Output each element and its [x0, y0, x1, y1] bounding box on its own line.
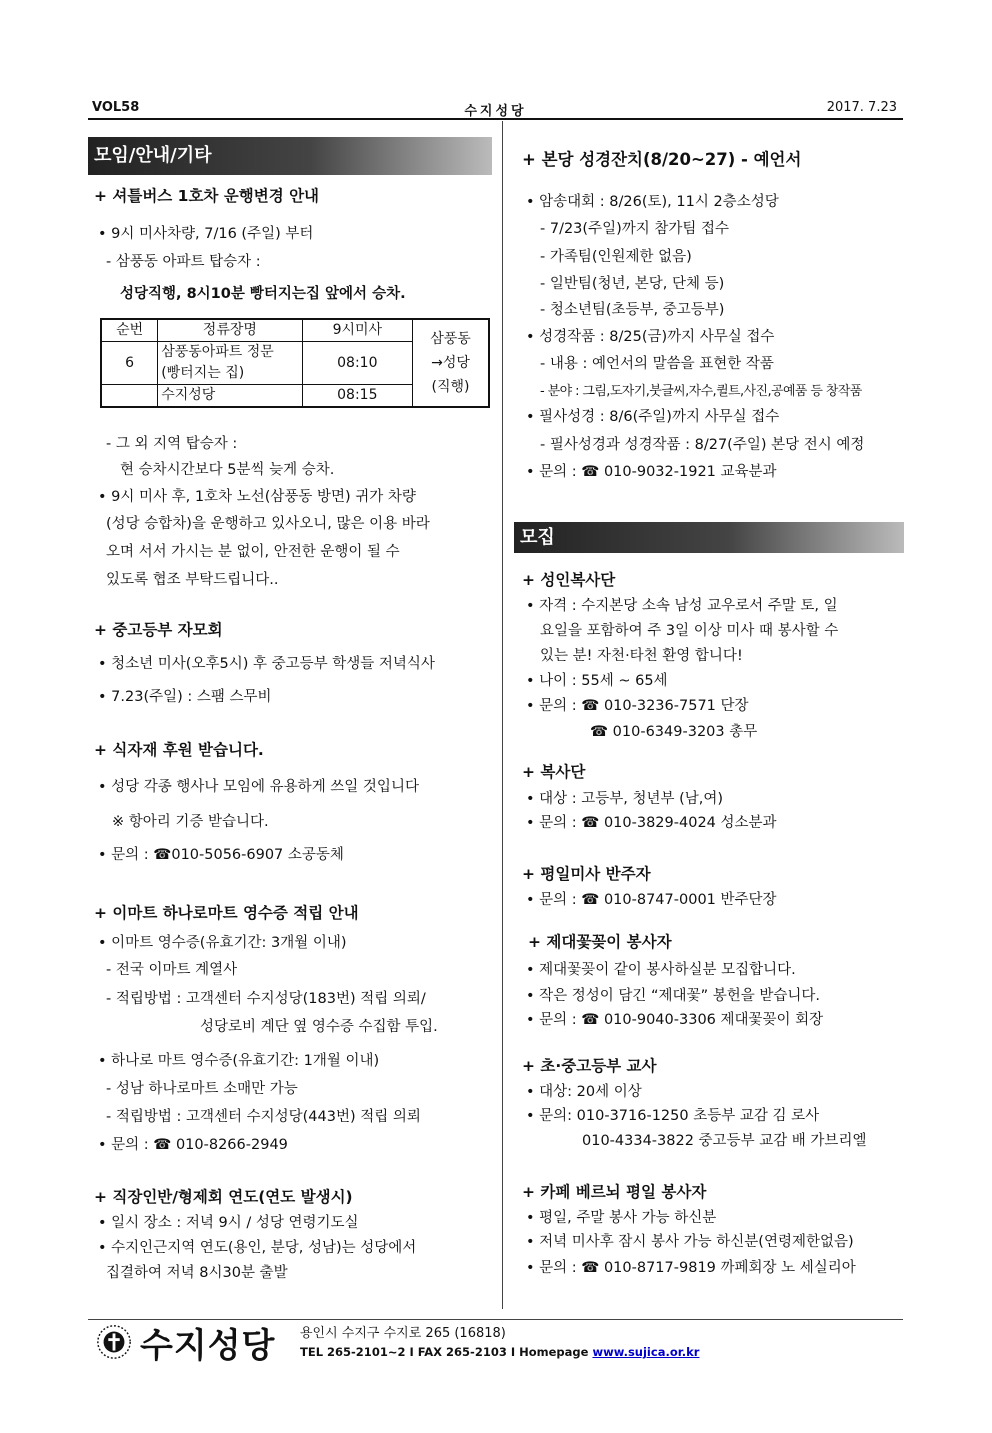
- bible-line: - 필사성경과 성경작품 : 8/27(주일) 본당 전시 예정: [540, 437, 865, 453]
- flower-line: • 제대꽃꽂이 같이 봉사하실분 모집합니다.: [526, 962, 796, 978]
- bible-line: - 내용 : 예언서의 말씀을 표현한 작품: [540, 356, 774, 372]
- bible-line: - 일반팀(청년, 본당, 단체 등): [540, 276, 725, 292]
- adult-line: • 문의 : ☎ 010-3236-7571 단장: [526, 698, 749, 714]
- shuttle-line: (성당 승합차)을 운행하고 있사오니, 많은 이용 바라: [106, 516, 430, 532]
- flower-line: • 문의 : ☎ 010-9040-3306 제대꽃꽂이 회장: [526, 1012, 824, 1028]
- route-direction-cell: [413, 319, 489, 407]
- receipt-line: • 이마트 영수증(유효기간: 3개월 이내): [98, 935, 347, 951]
- bible-line: - 청소년팀(초등부, 중고등부): [540, 302, 725, 318]
- church-contact: [300, 1345, 699, 1359]
- receipt-line: - 적립방법 : 고객센터 수지성당(443번) 적립 의뢰: [106, 1109, 421, 1125]
- adult-line: ☎ 010-6349-3203 총무: [590, 724, 758, 740]
- receipt-title: + 이마트 하나로마트 영수증 적립 안내: [94, 904, 359, 922]
- section-bar-notices: 모임/안내/기타: [88, 137, 492, 175]
- receipt-line: • 문의 : ☎ 010-8266-2949: [98, 1137, 288, 1153]
- adult-line: 있는 분! 자천·타천 환영 합니다!: [540, 648, 743, 664]
- table-cell: 삼풍동아파트 정문: [158, 342, 302, 364]
- page-header: [88, 98, 903, 120]
- teacher-line: • 대상: 20세 이상: [526, 1084, 642, 1100]
- memorial-line: • 수지인근지역 연도(용인, 분당, 성남)는 성당에서: [98, 1240, 417, 1256]
- shuttle-line: • 9시 미사 후, 1호차 노선(삼풍동 방면) 귀가 차량: [98, 489, 416, 505]
- cafe-line: • 저녁 미사후 잠시 봉사 가능 하신분(연령제한없음): [526, 1234, 854, 1250]
- memorial-line: 집결하여 저녁 8시30분 출발: [106, 1265, 288, 1281]
- adult-altar-title: + 성인복사단: [522, 571, 616, 589]
- flower-title: + 제대꽃꽂이 봉사자: [528, 933, 672, 951]
- food-line: • 성당 각종 행사나 모임에 유용하게 쓰일 것입니다: [98, 779, 419, 795]
- newsletter-title: 수지성당: [464, 104, 527, 119]
- teacher-line: 010-4334-3822 중고등부 교감 배 가브리엘: [582, 1133, 867, 1149]
- bible-line: • 암송대회 : 8/26(토), 11시 2층소성당: [526, 194, 779, 210]
- route-direction: 삼풍동: [430, 331, 471, 347]
- column-divider: [502, 121, 503, 1309]
- shuttle-line: 현 승차시간보다 5분씩 늦게 승차.: [120, 462, 335, 478]
- bible-line: - 분야 : 그림,도자기,붓글씨,자수,퀼트,사진,공예품 등 창작품: [540, 384, 862, 399]
- table-header: 정류장명: [158, 319, 302, 342]
- organist-title: + 평일미사 반주자: [522, 865, 651, 883]
- adult-line: • 자격 : 수지본당 소속 남성 교우로서 주말 토, 일: [526, 598, 838, 614]
- route-direction: (직행): [431, 379, 470, 395]
- receipt-line: - 성남 하나로마트 소매만 가능: [106, 1081, 298, 1097]
- adult-line: 요일을 포함하여 주 3일 이상 미사 때 봉사할 수: [540, 623, 839, 639]
- teacher-title: + 초·중고등부 교사: [522, 1057, 657, 1075]
- youth-parents-title: + 중고등부 자모회: [94, 621, 223, 639]
- section-bar-recruit: 모집: [514, 522, 904, 553]
- table-cell: [101, 385, 158, 408]
- altar-line: • 대상 : 고등부, 청년부 (남,여): [526, 791, 724, 807]
- table-cell: 08:15: [302, 385, 413, 408]
- table-header: 9시미사: [302, 319, 413, 342]
- volume-label: VOL58: [92, 100, 140, 115]
- homepage-link[interactable]: www.sujica.or.kr: [592, 1345, 700, 1359]
- bible-line: • 성경작품 : 8/25(금)까지 사무실 접수: [526, 329, 775, 345]
- cafe-line: • 평일, 주말 봉사 가능 하신분: [526, 1210, 717, 1226]
- issue-date: 2017. 7.23: [826, 100, 897, 115]
- altar-servers-title: + 복사단: [522, 763, 586, 781]
- church-address: 용인시 수지구 수지로 265 (16818): [300, 1326, 506, 1341]
- table-cell: 수지성당: [158, 385, 302, 408]
- shuttle-line: 성당직행, 8시10분 빵터지는집 앞에서 승차.: [120, 286, 406, 302]
- contact-info: TEL 265-2101~2 I FAX 265-2103 I Homepage: [300, 1345, 593, 1359]
- shuttle-line: - 그 외 지역 탑승자 :: [106, 436, 238, 452]
- table-cell: 08:10: [302, 342, 413, 385]
- youth-line: • 청소년 미사(오후5시) 후 중고등부 학생들 저녁식사: [98, 656, 435, 672]
- receipt-line: 성당로비 계단 옆 영수증 수집함 투입.: [200, 1019, 438, 1035]
- church-logo-text: 수지성당: [140, 1326, 276, 1366]
- shuttle-line: - 삼풍동 아파트 탑승자 :: [106, 254, 261, 270]
- receipt-line: - 전국 이마트 계열사: [106, 962, 238, 978]
- shuttle-line: • 9시 미사차량, 7/16 (주일) 부터: [98, 226, 314, 242]
- route-direction: →성당: [431, 355, 470, 371]
- youth-line: • 7.23(주일) : 스팸 스무비: [98, 689, 272, 705]
- food-donation-title: + 식자재 후원 받습니다.: [94, 741, 264, 759]
- food-line: • 문의 : ☎010-5056-6907 소공동체: [98, 847, 344, 863]
- bible-festival-title: + 본당 성경잔치(8/20~27) - 예언서: [522, 150, 802, 169]
- table-cell: 6: [101, 342, 158, 385]
- table-cell: (빵터지는 집): [158, 363, 302, 385]
- receipt-line: - 적립방법 : 고객센터 수지성당(183번) 적립 의뢰/: [106, 991, 426, 1007]
- food-line: ※ 항아리 기증 받습니다.: [112, 814, 269, 830]
- receipt-line: • 하나로 마트 영수증(유효기간: 1개월 이내): [98, 1053, 380, 1069]
- shuttle-line: 오며 서서 가시는 분 없이, 안전한 운행이 될 수: [106, 544, 400, 560]
- cafe-title: + 카페 베르뇌 평일 봉사자: [522, 1183, 707, 1201]
- adult-line: • 나이 : 55세 ~ 65세: [526, 673, 668, 689]
- bible-line: - 7/23(주일)까지 참가팀 접수: [540, 221, 729, 237]
- cafe-line: • 문의 : ☎ 010-8717-9819 까페회장 노 세실리아: [526, 1260, 856, 1276]
- memorial-title: + 직장인반/형제회 연도(연도 발생시): [94, 1188, 353, 1206]
- flower-line: • 작은 정성이 담긴 “제대꽃” 봉헌을 받습니다.: [526, 988, 820, 1004]
- church-logo-icon: [95, 1323, 133, 1361]
- shuttle-title: + 셔틀버스 1호차 운행변경 안내: [94, 187, 320, 205]
- bible-line: - 가족팀(인원제한 없음): [540, 249, 692, 265]
- altar-line: • 문의 : ☎ 010-3829-4024 성소분과: [526, 815, 777, 831]
- teacher-line: • 문의: 010-3716-1250 초등부 교감 김 로사: [526, 1108, 820, 1124]
- table-header: 순번: [101, 319, 158, 342]
- organist-line: • 문의 : ☎ 010-8747-0001 반주단장: [526, 892, 777, 908]
- memorial-line: • 일시 장소 : 저녁 9시 / 성당 연령기도실: [98, 1215, 359, 1231]
- bible-line: • 문의 : ☎ 010-9032-1921 교육분과: [526, 464, 777, 480]
- shuttle-line: 있도록 협조 부탁드립니다..: [106, 572, 279, 588]
- shuttle-schedule-table: [100, 318, 490, 408]
- bible-line: • 필사성경 : 8/6(주일)까지 사무실 접수: [526, 409, 780, 425]
